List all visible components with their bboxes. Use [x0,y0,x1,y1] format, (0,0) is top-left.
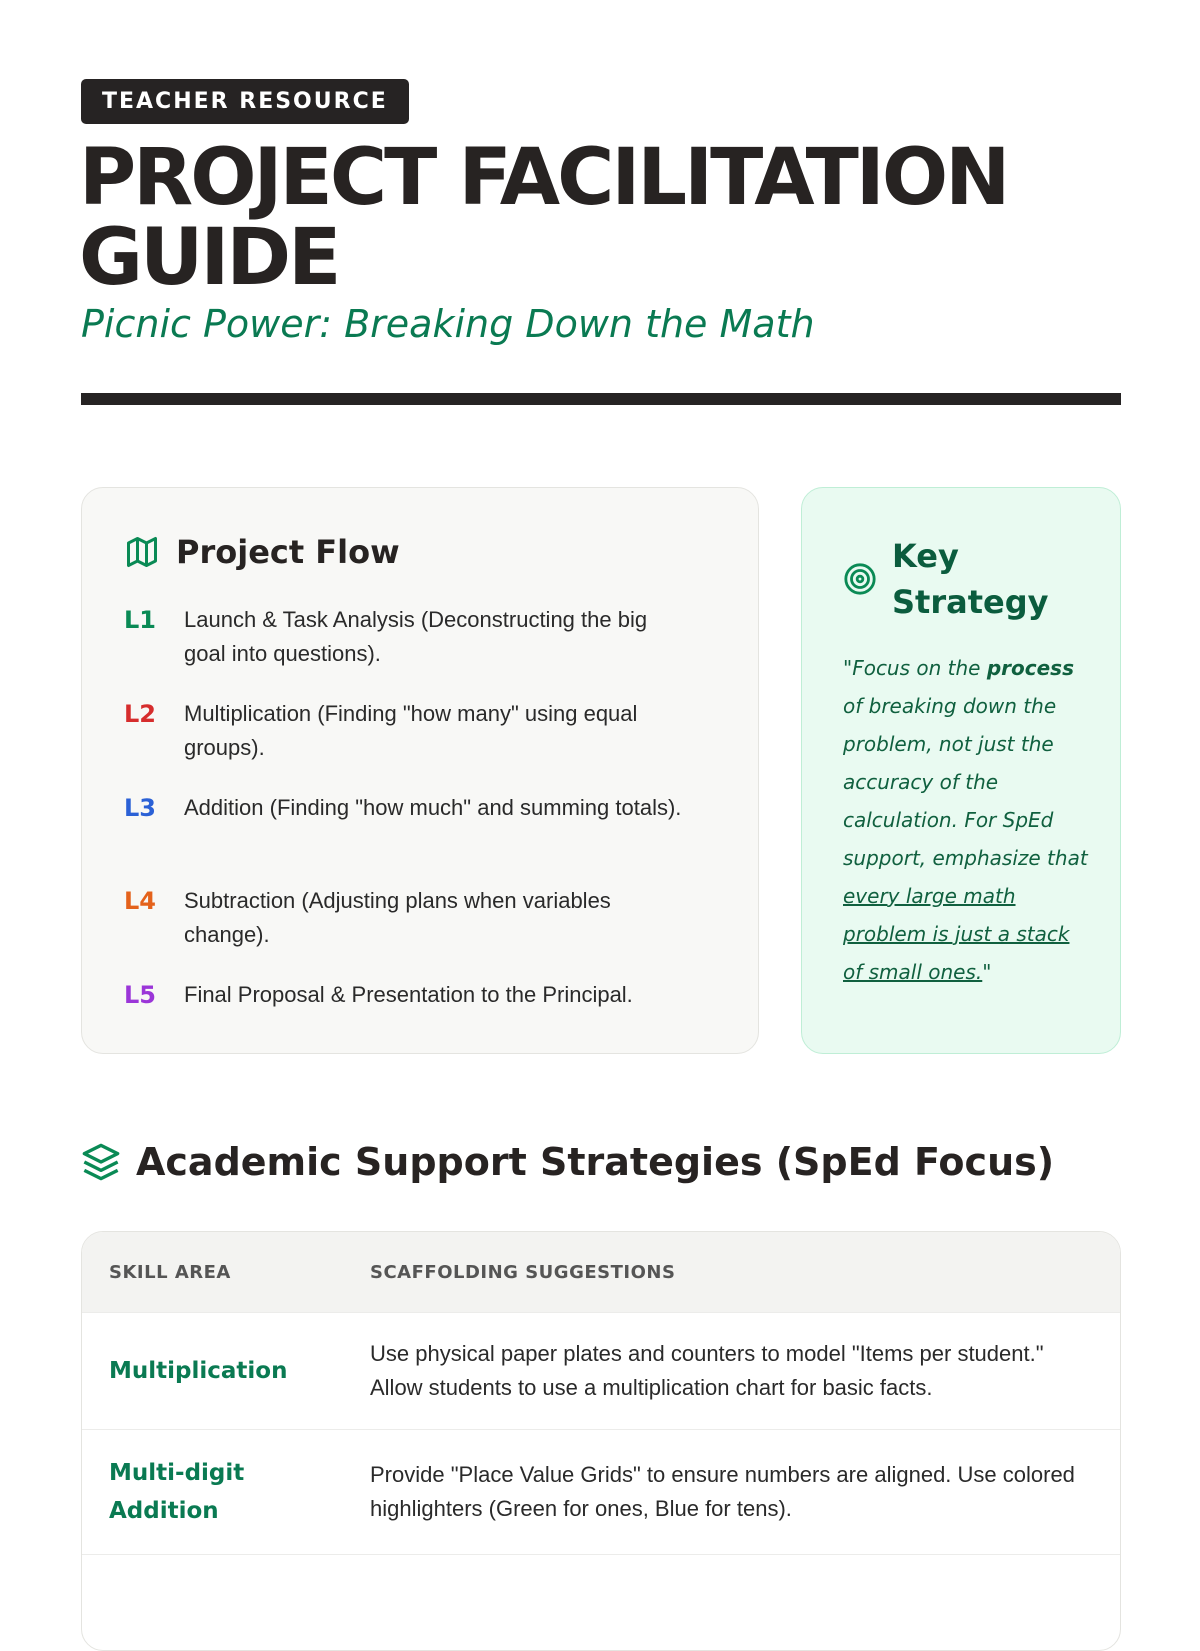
suggestion-cell: Use physical paper plates and counters to model "Items per student." Allow students to use a multiplication chart for basic facts. [343,1313,1120,1430]
support-table-card [81,1231,1121,1651]
layers-icon [81,1142,121,1182]
table-row [82,1555,1120,1642]
lesson-description: Subtraction (Adjusting plans when variables change). [184,888,611,947]
lesson-description: Multiplication (Finding "how many" using equal groups). [184,701,638,760]
lesson-description: Final Proposal & Presentation to the Principal. [184,982,633,1007]
support-table [82,1232,1120,1641]
table-row [82,1313,1120,1430]
suggestion-cell: Provide "Place Value Grids" to ensure numbers are aligned. Use colored highlighters (Green for ones, Blue for tens). [343,1430,1120,1555]
project-flow-card [81,487,759,1054]
project-flow-list [124,603,684,1012]
quote-text: "Focus on the [843,656,987,680]
flow-item-l1 [124,603,684,671]
lesson-code: L5 [124,981,156,1009]
lesson-description: Launch & Task Analysis (Deconstructing the big goal into questions). [184,607,648,666]
resource-badge: TEACHER RESOURCE [81,79,409,124]
map-icon [124,534,160,570]
lesson-description: Addition (Finding "how much" and summing totals). [184,795,682,820]
project-flow-header [124,533,400,571]
quote-emphasis: process [986,656,1074,680]
table-header-row [82,1232,1120,1313]
key-strategy-title: Key Strategy [892,537,1049,621]
key-strategy-header [843,533,1082,625]
skill-area-cell: Multiplication [82,1313,343,1430]
project-flow-title: Project Flow [176,533,400,571]
flow-item-l2 [124,697,684,765]
skill-area-cell: Multi-digit Addition [82,1430,343,1555]
skill-area-cell [82,1555,343,1642]
column-header-suggestions: SCAFFOLDING SUGGESTIONS [343,1232,1120,1313]
flow-item-l4 [124,884,684,952]
lesson-code: L2 [124,700,156,728]
column-header-skill: SKILL AREA [82,1232,343,1313]
quote-text: " [982,960,992,984]
flow-item-l5 [124,978,684,1012]
target-icon [843,562,877,596]
lesson-code: L3 [124,794,156,822]
page-title: PROJECT FACILITATION GUIDE [79,133,1008,303]
quote-text: of breaking down the problem, not just the accuracy of the calculation. For SpEd support, emphasize that [843,694,1088,870]
quote-underline: every large math problem is just a stack of small ones. [843,884,1070,984]
strategy-quote [843,649,1091,991]
page-subtitle: Picnic Power: Breaking Down the Math [81,302,815,346]
flow-item-l3 [124,791,684,858]
table-row [82,1430,1120,1555]
lesson-code: L4 [124,887,156,915]
title-divider [81,393,1121,405]
suggestion-cell [343,1555,1120,1642]
support-section-title: Academic Support Strategies (SpEd Focus) [136,1140,1055,1184]
lesson-code: L1 [124,606,156,634]
key-strategy-card [801,487,1121,1054]
support-section-header [81,1140,1054,1184]
